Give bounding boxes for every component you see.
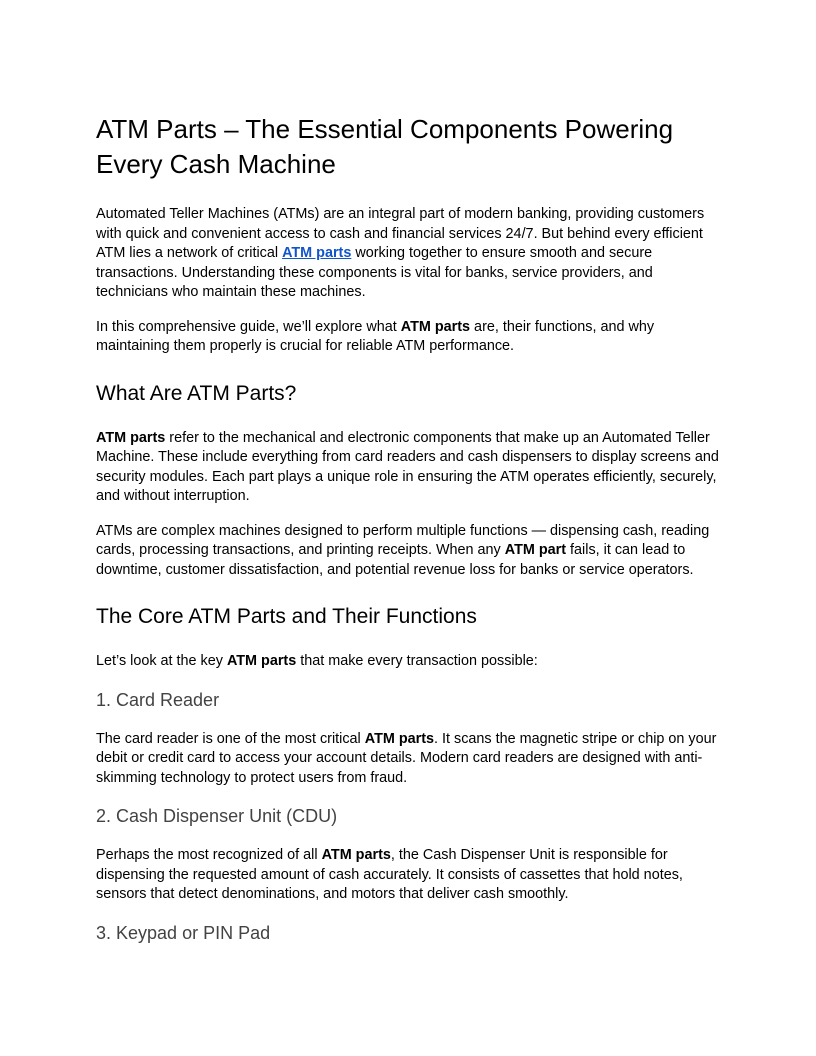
section2-intro-text-a: Let’s look at the key bbox=[96, 653, 227, 669]
cash-dispenser-text-b: , the Cash Dispenser Unit is responsible for dispensing the requested amount of cash accurately. It consists of cassettes that hold notes, sensors that detect denominations, and motors that deliver cash smoothly. bbox=[96, 847, 683, 902]
page-title: ATM Parts – The Essential Components Powering Every Cash Machine bbox=[96, 114, 674, 179]
section-heading-core-atm-parts: The Core ATM Parts and Their Functions bbox=[96, 605, 477, 628]
intro-p2-text-b: are, their functions, and why maintaining them properly is crucial for reliable ATM performance. bbox=[96, 318, 655, 354]
section2-intro-paragraph bbox=[96, 652, 720, 672]
section-heading-what-are-atm-parts: What Are ATM Parts? bbox=[96, 381, 297, 405]
intro-paragraph-1 bbox=[96, 205, 720, 303]
section1-p2-text-a: ATMs are complex machines designed to perform multiple functions — dispensing cash, reading cards, processing transactions, and printing receipts. When any bbox=[96, 522, 710, 558]
section1-paragraph-1 bbox=[96, 429, 720, 507]
section2-intro-text-b: that make every transaction possible: bbox=[296, 653, 538, 669]
intro-p1-text-b: working together to ensure smooth and secure transactions. Understanding these components is vital for banks, service providers, and technicians who maintain these machines. bbox=[96, 245, 653, 300]
section2-intro-bold: ATM parts bbox=[226, 653, 297, 669]
intro-p2-text-a: In this comprehensive guide, we’ll explore what bbox=[96, 318, 401, 335]
card-reader-bold: ATM parts bbox=[364, 730, 435, 747]
cash-dispenser-text-a: Perhaps the most recognized of all bbox=[96, 847, 322, 863]
section1-p1-text: refer to the mechanical and electronic components that make up an Automated Teller Machine. These include everything from card readers and cash dispensers to display screens and security modules. Each part plays a unique role in ensuring the ATM operates efficiently, securely, and without interruption. bbox=[96, 429, 719, 504]
cash-dispenser-bold: ATM parts bbox=[321, 847, 391, 863]
section1-paragraph-2 bbox=[96, 522, 720, 581]
atm-parts-link[interactable]: ATM parts bbox=[282, 245, 352, 261]
card-reader-paragraph bbox=[96, 730, 720, 789]
section1-p2-text-b: fails, it can lead to downtime, customer dissatisfaction, and potential revenue loss for banks or service operators. bbox=[96, 542, 694, 578]
section1-p2-bold: ATM part bbox=[504, 542, 567, 558]
subheading-keypad-pin-pad: 3. Keypad or PIN Pad bbox=[96, 922, 271, 943]
subheading-cash-dispenser-unit: 2. Cash Dispenser Unit (CDU) bbox=[96, 806, 338, 826]
intro-p1-text-a: Automated Teller Machines (ATMs) are an integral part of modern banking, providing customers with quick and convenient access to cash and financial services 24/7. But behind every efficient ATM lies a network of critical bbox=[96, 206, 705, 261]
intro-paragraph-2 bbox=[96, 318, 720, 357]
card-reader-text-a: The card reader is one of the most critical bbox=[96, 730, 365, 747]
document-page bbox=[96, 96, 720, 945]
card-reader-text-b: . It scans the magnetic stripe or chip on your debit or credit card to access your account details. Modern card readers are designed with anti-skimming technology to protect users from fraud. bbox=[96, 730, 717, 786]
section1-p1-bold: ATM parts bbox=[96, 429, 166, 446]
intro-p2-bold: ATM parts bbox=[400, 318, 471, 335]
cash-dispenser-paragraph bbox=[96, 846, 720, 905]
subheading-card-reader: 1. Card Reader bbox=[96, 689, 220, 710]
